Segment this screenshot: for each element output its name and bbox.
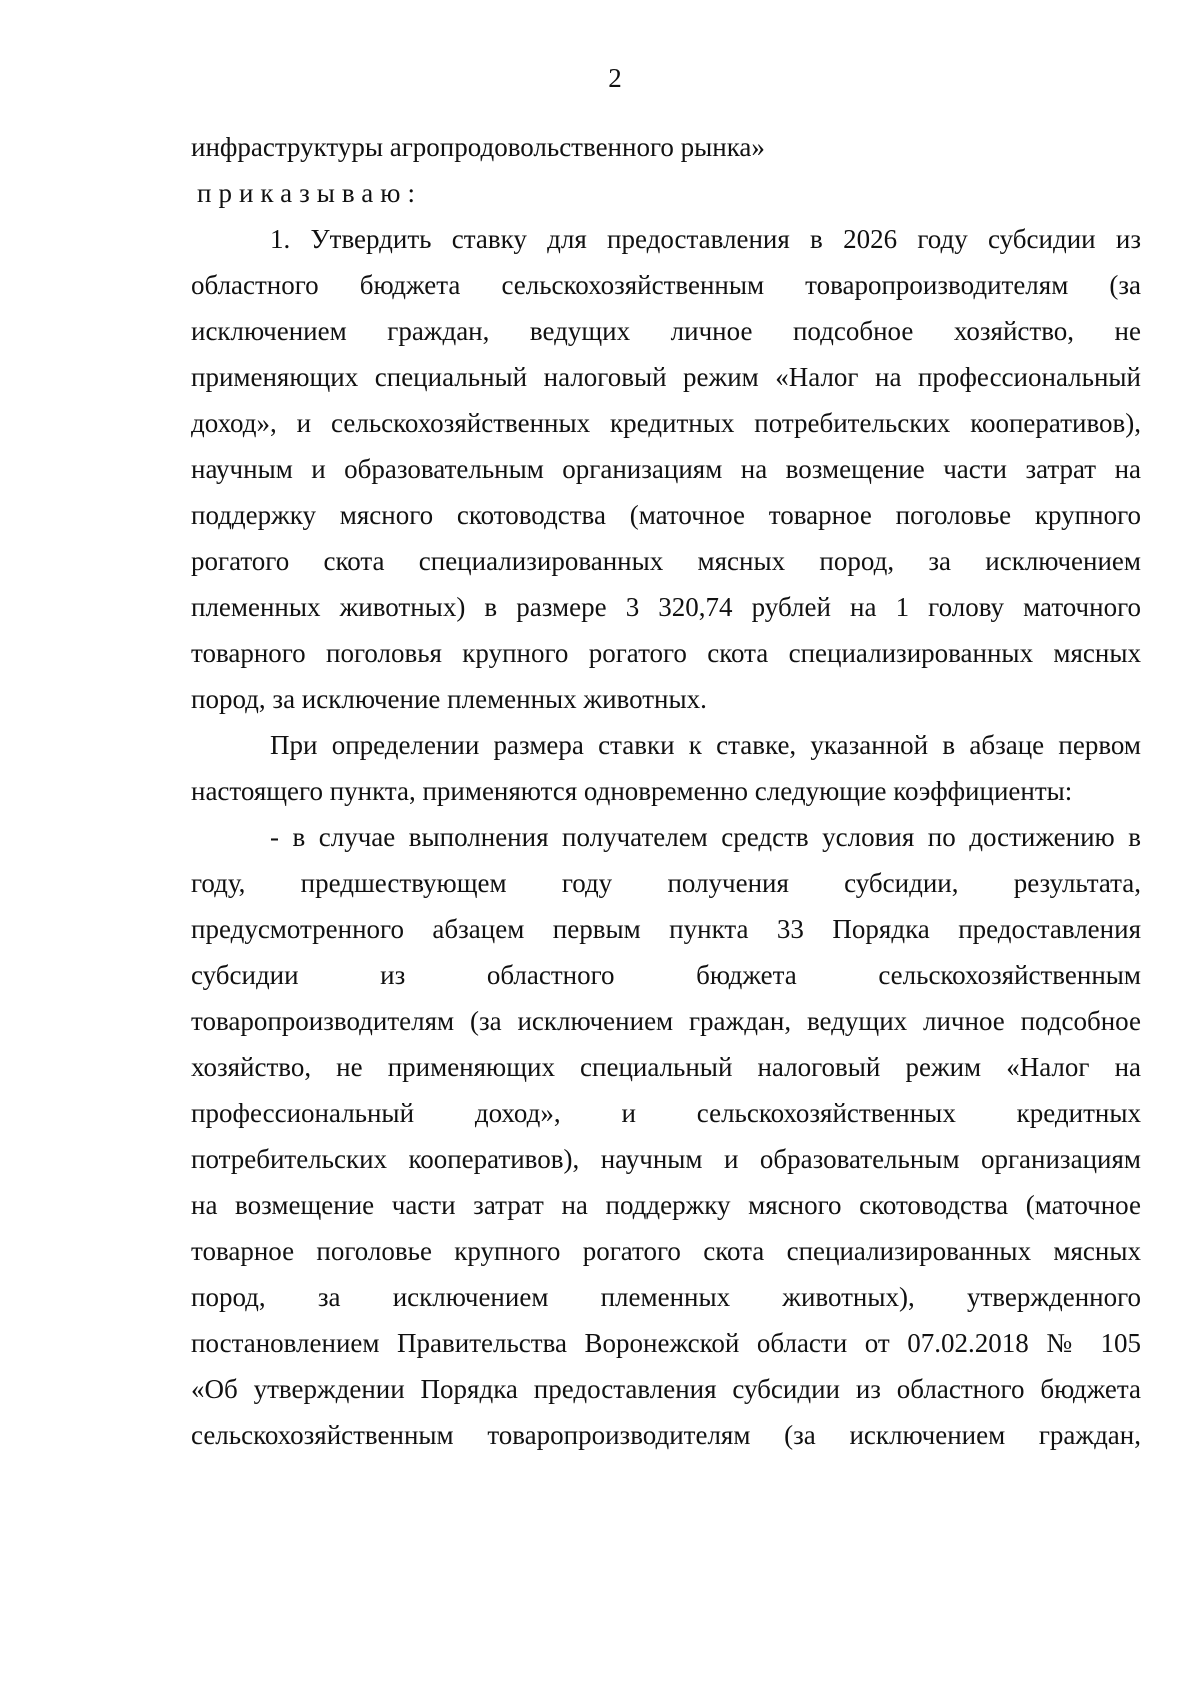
text-line-15: настоящего пункта, применяются одновременно следующие коэффициенты: xyxy=(191,776,1073,806)
order-word: приказываю: xyxy=(197,178,422,208)
text-line-8: научным и образовательным организациям на возмещение части затрат на xyxy=(191,454,1141,484)
text-line-13: пород, за исключение племенных животных. xyxy=(191,684,707,714)
text-line-29: сельскохозяйственным товаропроизводителям (за исключением граждан, xyxy=(191,1420,1141,1450)
text-line-1: инфраструктуры агропродовольственного рынка» xyxy=(191,132,765,162)
text-line-23: потребительских кооперативов), научным и образовательным организациям xyxy=(191,1144,1141,1174)
text-line-3: 1. Утвердить ставку для предоставления в 2026 году субсидии из xyxy=(270,224,1141,254)
text-line-17: году, предшествующем году получения субсидии, результата, xyxy=(191,868,1141,898)
text-line-28: «Об утверждении Порядка предоставления субсидии из областного бюджета xyxy=(191,1374,1141,1404)
text-line-7: доход», и сельскохозяйственных кредитных потребительских кооперативов), xyxy=(191,408,1141,438)
text-line-20: товаропроизводителям (за исключением граждан, ведущих личное подсобное xyxy=(191,1006,1141,1036)
page-number: 2 xyxy=(608,63,622,93)
text-line-10: рогатого скота специализированных мясных пород, за исключением xyxy=(191,546,1141,576)
text-line-5: исключением граждан, ведущих личное подсобное хозяйство, не xyxy=(191,316,1141,346)
text-line-11: племенных животных) в размере 3 320,74 рублей на 1 голову маточного xyxy=(191,592,1141,622)
text-line-19: субсидии из областного бюджета сельскохозяйственным xyxy=(191,960,1141,990)
text-line-21: хозяйство, не применяющих специальный налоговый режим «Налог на xyxy=(191,1052,1141,1082)
text-line-12: товарного поголовья крупного рогатого скота специализированных мясных xyxy=(191,638,1141,668)
text-line-25: товарное поголовье крупного рогатого скота специализированных мясных xyxy=(191,1236,1141,1266)
text-line-4: областного бюджета сельскохозяйственным товаропроизводителям (за xyxy=(191,270,1141,300)
text-line-22: профессиональный доход», и сельскохозяйственных кредитных xyxy=(191,1098,1141,1128)
text-line-9: поддержку мясного скотоводства (маточное товарное поголовье крупного xyxy=(191,500,1141,530)
text-line-27: постановлением Правительства Воронежской области от 07.02.2018 № 105 xyxy=(191,1328,1141,1358)
text-line-14: При определении размера ставки к ставке, указанной в абзаце первом xyxy=(270,730,1141,760)
text-line-26: пород, за исключением племенных животных), утвержденного xyxy=(191,1282,1141,1312)
text-line-16: - в случае выполнения получателем средств условия по достижению в xyxy=(270,822,1141,852)
text-line-24: на возмещение части затрат на поддержку мясного скотоводства (маточное xyxy=(191,1190,1141,1220)
text-line-18: предусмотренного абзацем первым пункта 33 Порядка предоставления xyxy=(191,914,1141,944)
text-line-6: применяющих специальный налоговый режим «Налог на профессиональный xyxy=(191,362,1141,392)
